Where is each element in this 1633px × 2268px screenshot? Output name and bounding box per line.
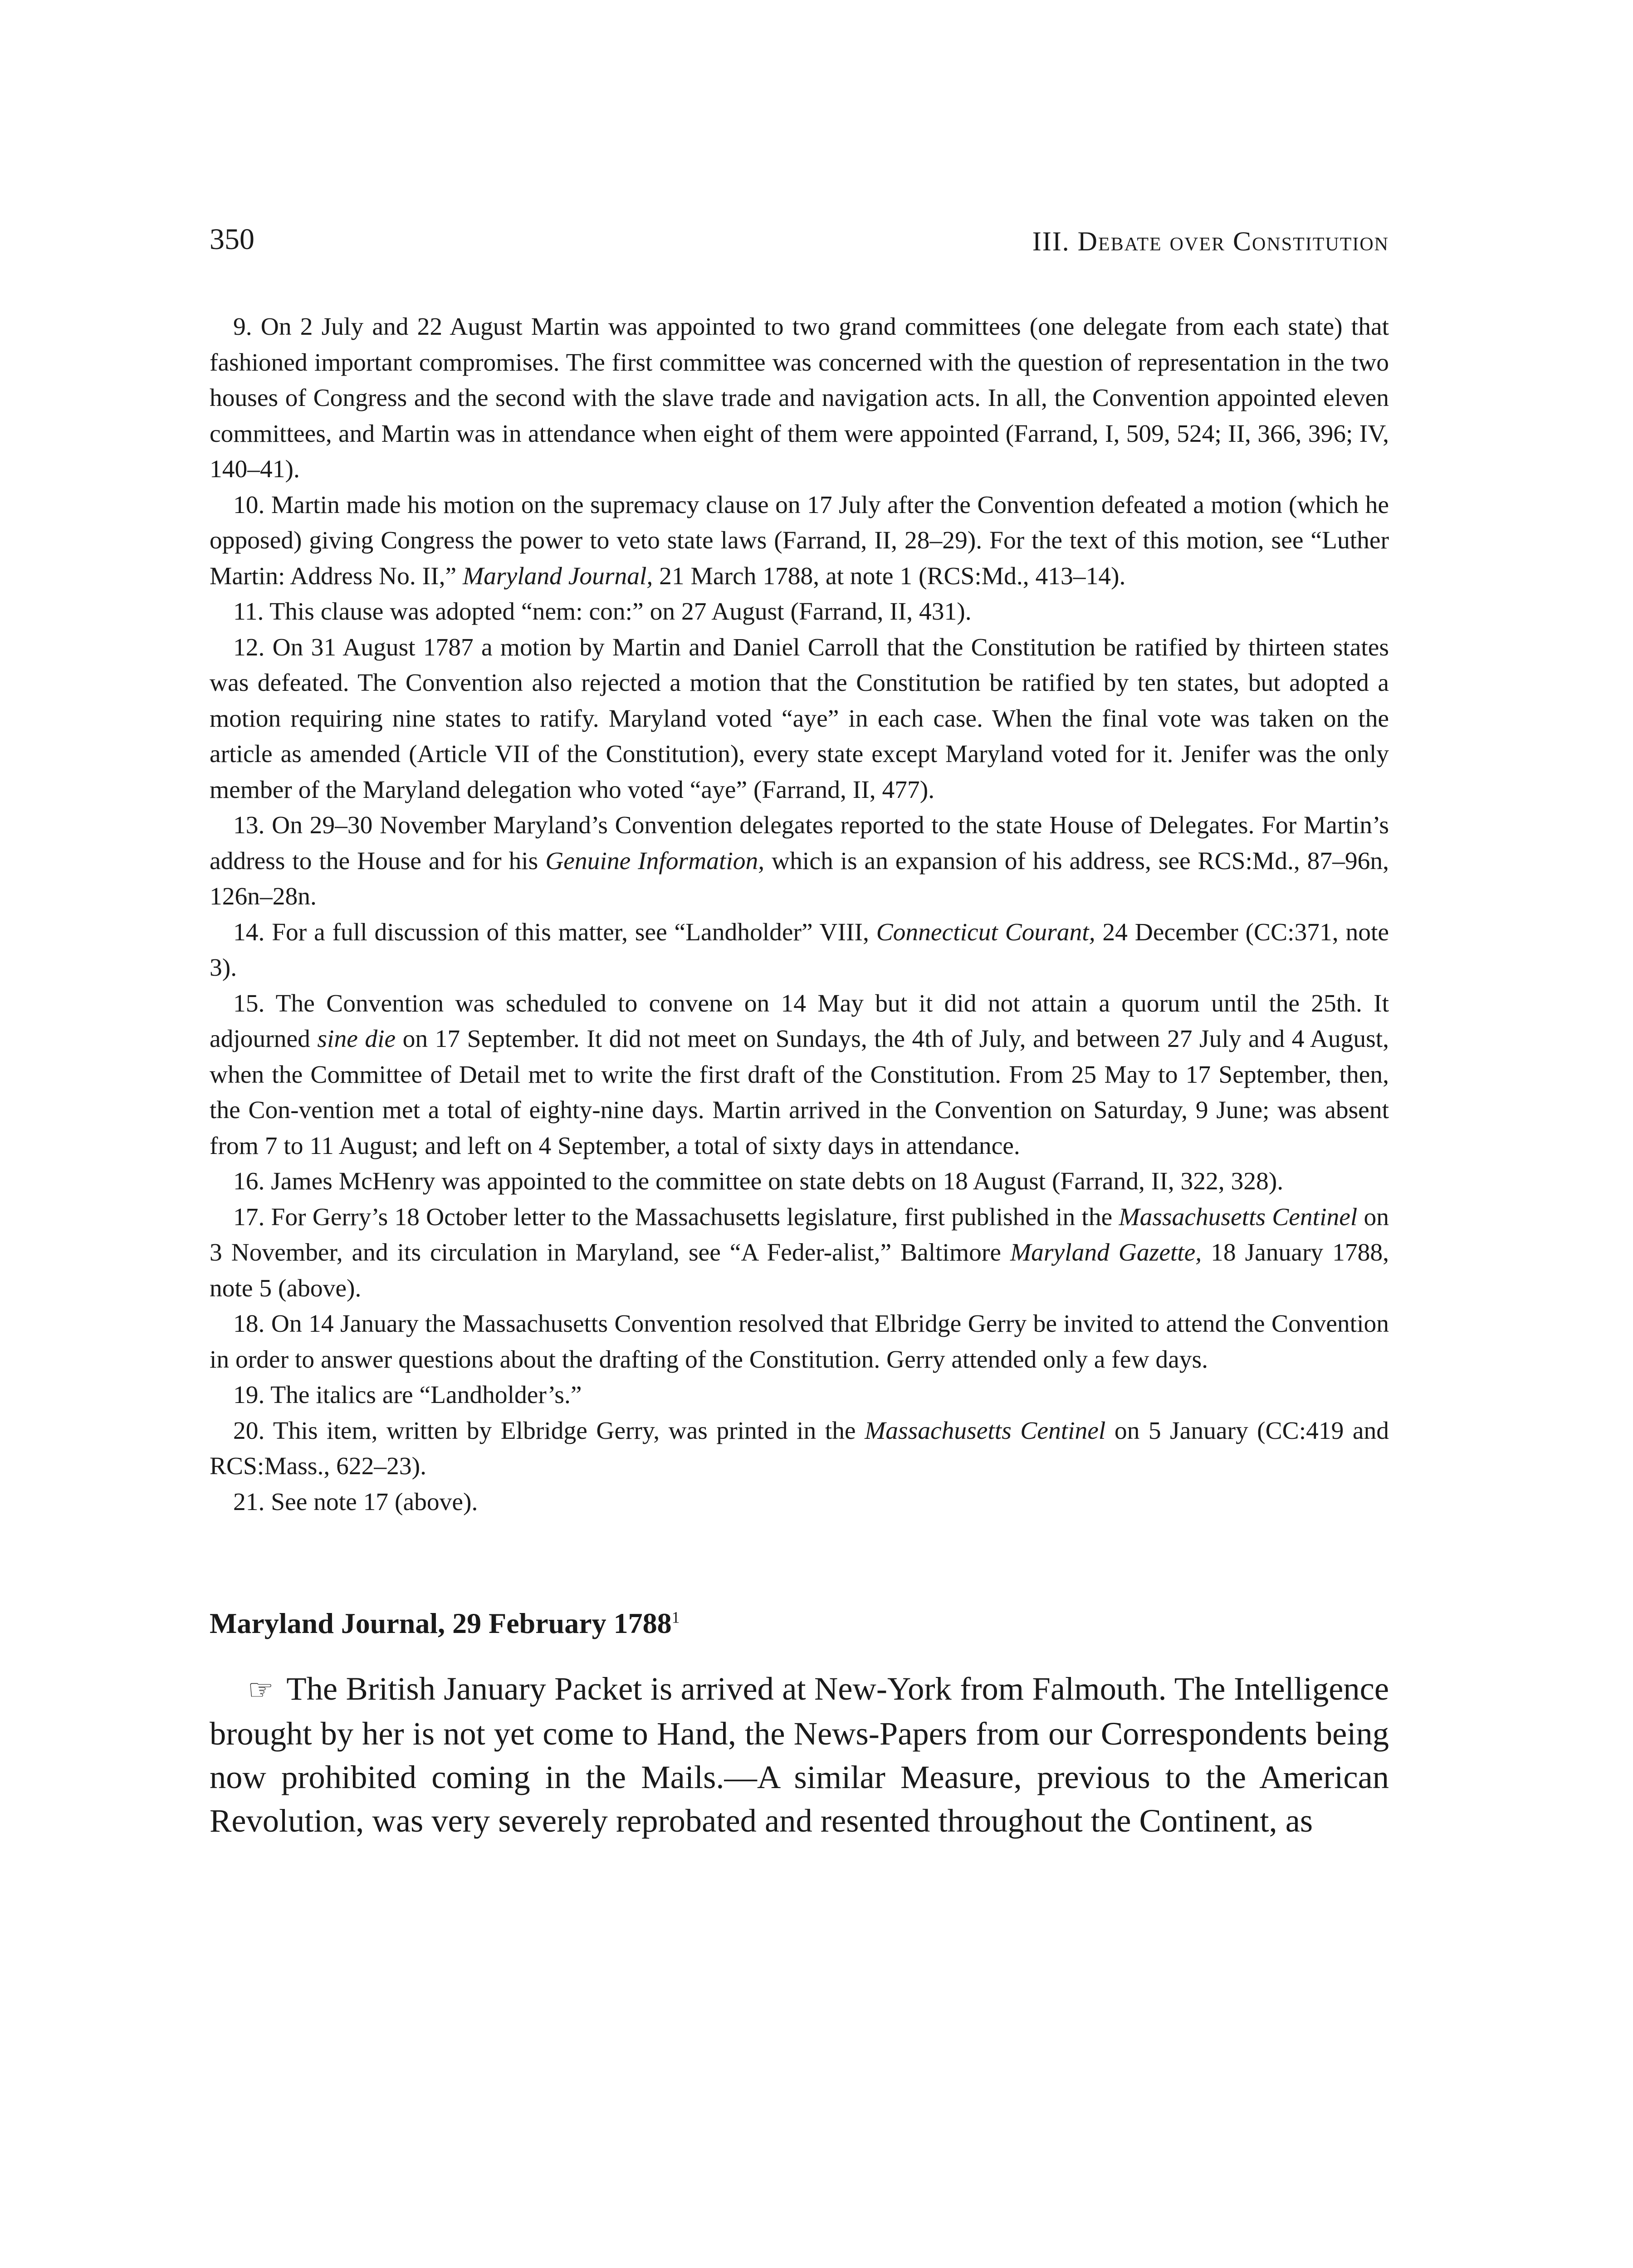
endnote-18: 18. On 14 January the Massachusetts Convention resolved that Elbridge Gerry be invited to attend the Convention in order to answer questions about the drafting of the Constitution. Gerry attended only a few days. xyxy=(210,1310,1389,1374)
document-page xyxy=(210,222,1389,1843)
endnote-17: 17. For Gerry’s 18 October letter to the Massachusetts legislature, first published in the Massachusetts Centinel on 3 November, and its circulation in Maryland, see “A Feder-alist,” Baltimore Maryland Gazette, 18 January 1788, note 5 (above). xyxy=(210,1203,1389,1302)
endnote-12: 12. On 31 August 1787 a motion by Martin and Daniel Carroll that the Constitution be ratified by thirteen states was defeated. The Convention also rejected a motion that the Constitution be ratified by ten states, but adopted a motion requiring nine states to ratify. Maryland voted “aye” in each case. When the final vote was taken on the article as amended (Article VII of the Constitution), every state except Maryland voted for it. Jenifer was the only member of the Maryland delegation who voted “aye” (Farrand, II, 477). xyxy=(210,633,1389,804)
endnote-9: 9. On 2 July and 22 August Martin was appointed to two grand committees (one delegate from each state) that fashioned important compromises. The first committee was concerned with the question of representation in the two houses of Congress and the second with the slave trade and navigation acts. In all, the Convention appointed eleven committees, and Martin was in attendance when eight of them were appointed (Farrand, I, 509, 524; II, 366, 396; IV, 140–41). xyxy=(210,313,1389,483)
article-heading: Maryland Journal, 29 February 1788$^1$ xyxy=(210,1607,680,1639)
endnote-10: 10. Martin made his motion on the supremacy clause on 17 July after the Convention defeated a motion (which he opposed) giving Congress the power to veto state laws (Farrand, II, 28–29). For the text of this motion, see “Luther Martin: Address No. II,” Maryland Journal, 21 March 1788, at note 1 (RCS:Md., 413–14). xyxy=(210,491,1389,590)
footnote-marker: 1 xyxy=(671,1608,680,1627)
endnote-20: 20. This item, written by Elbridge Gerry, was printed in the Massachusetts Centinel on 5 January (CC:419 and RCS:Mass., 622–23). xyxy=(210,1417,1389,1480)
endnotes xyxy=(210,309,1389,1520)
endnote-15: 15. The Convention was scheduled to convene on 14 May but it did not attain a quorum until the 25th. It adjourned sine die on 17 September. It did not meet on Sundays, the 4th of July, and between 27 July and 4 August, when the Committee of Detail met to write the first draft of the Constitution. From 25 May to 17 September, then, the Con-vention met a total of eighty-nine days. Martin arrived in the Convention on Saturday, 9 June; was absent from 7 to 11 August; and left on 4 September, a total of sixty days in attendance. xyxy=(210,989,1389,1160)
endnote-11: 11. This clause was adopted “nem: con:” on 27 August (Farrand, II, 431). xyxy=(233,598,972,626)
article-paragraph: ☞ The British January Packet is arrived at New-York from Falmouth. The Intelligence brought by her is not yet come to Hand, the News-Papers from our Correspondents being now prohibited coming in the Mails.—A similar Measure, previous to the American Revolution, was very severely reprobated and resented throughout the Continent, as xyxy=(210,1667,1389,1843)
endnote-21: 21. See note 17 (above). xyxy=(233,1488,478,1516)
pointing-hand-icon: ☞ xyxy=(248,1674,274,1706)
article-body xyxy=(210,1667,1389,1843)
section-title: III. Debate over Constitution xyxy=(1032,226,1389,256)
page-number: 350 xyxy=(210,223,254,256)
endnote-14: 14. For a full discussion of this matter, see “Landholder” VIII, Connecticut Courant, 24 December (CC:371, note 3). xyxy=(210,918,1389,982)
endnote-19: 19. The italics are “Landholder’s.” xyxy=(233,1381,582,1409)
running-head xyxy=(210,222,1389,272)
endnote-13: 13. On 29–30 November Maryland’s Convention delegates reported to the state House of Delegates. For Martin’s address to the House and for his Genuine Information, which is an expansion of his address, see RCS:Md., 87–96n, 126n–28n. xyxy=(210,811,1389,910)
endnote-16: 16. James McHenry was appointed to the committee on state debts on 18 August (Farrand, II, 322, 328). xyxy=(233,1168,1284,1195)
